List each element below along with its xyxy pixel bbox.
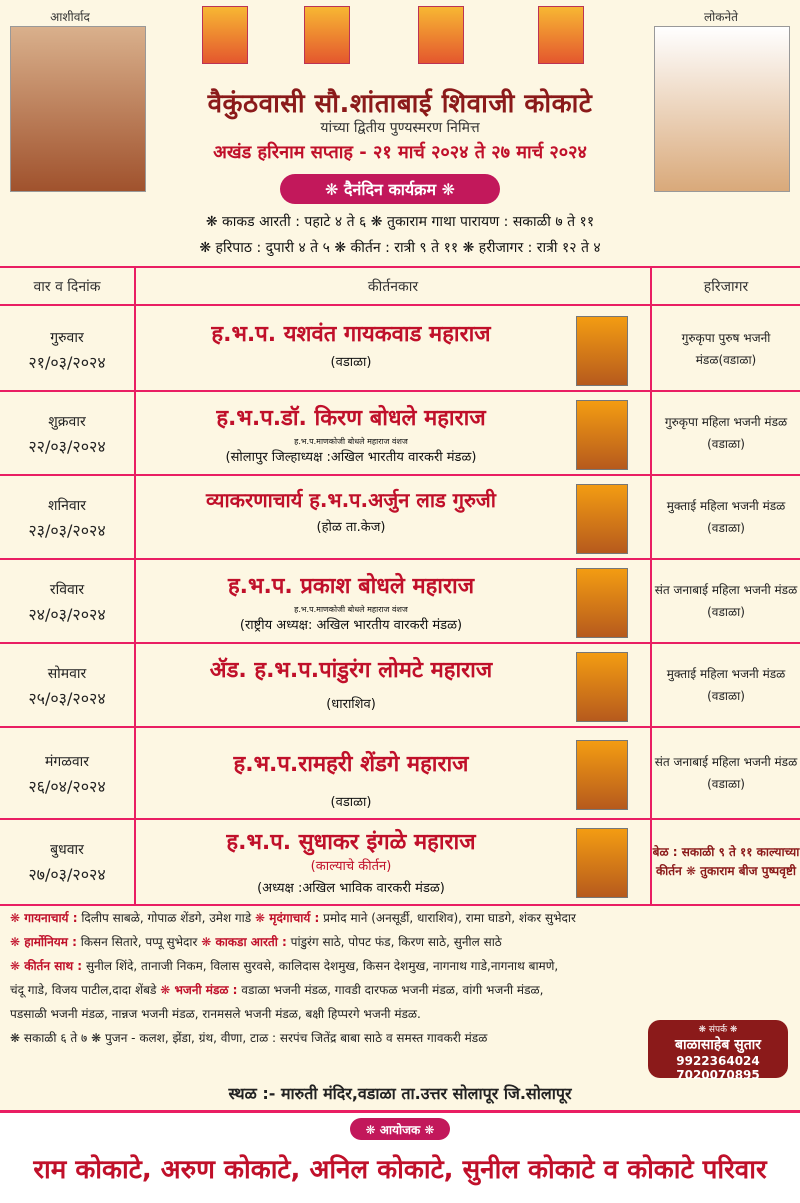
- row-day-cell: [0, 734, 134, 814]
- credits-line-3: [10, 954, 790, 978]
- memorial-subtitle: यांच्या द्वितीय पुण्यस्मरण निमित्त: [320, 120, 480, 136]
- kirtankar-name: ह.भ.प. सुधाकर इंगळे महाराज: [226, 830, 476, 855]
- kirtan-saath-label: ❋ कीर्तन साथ :: [10, 959, 83, 973]
- leader-photo: [654, 26, 790, 192]
- harijagar-cell: बेळ : सकाळी ९ ते ११ काल्याच्या कीर्तन ❋ तुकाराम बीज पुष्पवृष्टी: [652, 844, 800, 878]
- row-day: सोमवार: [47, 665, 87, 682]
- kirtankar-name: ह.भ.प. प्रकाश बोधले महाराज: [227, 574, 475, 599]
- harijagar-cell: संत जनाबाई महिला भजनी मंडळ (वडाळा): [654, 755, 798, 791]
- contact-phone-2[interactable]: 7020070895: [676, 1068, 760, 1082]
- kirtankar-place: (धाराशिव): [326, 697, 376, 712]
- kirtankar-name: ह.भ.प. यशवंत गायकवाड महाराज: [211, 322, 491, 347]
- credits-line-4: [10, 978, 790, 1002]
- kirtankar-name: ह.भ.प.डॉ. किरण बोधले महाराज: [216, 406, 486, 431]
- table-row: [0, 822, 800, 902]
- kirtankar-photo: [576, 484, 628, 554]
- mrudang-label: ❋ मृदंगाचार्य :: [255, 911, 320, 925]
- saptah-dates: अखंड हरिनाम सप्ताह - २१ मार्च २०२४ ते २७ मार्च २०२४: [213, 142, 587, 163]
- row-date: २७/०३/२०२४: [28, 864, 106, 884]
- row-divider: [0, 390, 800, 392]
- row-day: गुरुवार: [50, 329, 84, 346]
- row-date: २४/०३/२०२४: [28, 604, 106, 624]
- kirtankar-photo: [576, 740, 628, 810]
- row-kirtankar-cell: [136, 734, 566, 814]
- organiser-label: ❋ आयोजक ❋: [350, 1118, 450, 1140]
- header-day-date: वार व दिनांक: [33, 278, 101, 295]
- credits-line-2: [10, 930, 790, 954]
- kirtankar-post: (अध्यक्ष :अखिल भाविक वारकरी मंडळ): [257, 881, 445, 896]
- blessing-label: आशीर्वाद: [50, 10, 90, 24]
- kirtankar-photo: [576, 400, 628, 470]
- row-day-cell: [0, 478, 134, 558]
- kirtankar-place: (काल्याचे कीर्तन): [310, 859, 392, 874]
- kirtankar-place: (होळ ता.केज): [316, 520, 386, 535]
- pujan-line: ❋ सकाळी ६ ते ७ ❋ पुजन - कलश, झेंडा, ग्रंथ, वीणा, टाळ : सरपंच जितेंद्र बाबा साठे व समस्त गावकरी मंडळ: [10, 1031, 488, 1045]
- table-row: [0, 562, 800, 642]
- kirtan-saath-names-2: चंदू गाडे, विजय पाटील,दादा शेंबडे: [10, 983, 157, 997]
- row-divider: [0, 642, 800, 644]
- row-kirtankar-cell: [136, 478, 566, 558]
- kakada-label: ❋ काकडा आरती :: [201, 935, 287, 949]
- kirtankar-post: (सोलापुर जिल्हाध्यक्ष :अखिल भारतीय वारकरी मंडळ): [225, 450, 477, 465]
- harijagar-cell: मुक्ताई महिला भजनी मंडळ (वडाळा): [666, 667, 786, 703]
- row-kirtankar-cell: [136, 646, 566, 726]
- contact-label: ❋ संपर्क ❋: [698, 1025, 738, 1035]
- kirtankar-photo: [576, 652, 628, 722]
- credits-line-5: [10, 1002, 640, 1026]
- row-day-cell: [0, 646, 134, 726]
- row-kirtankar-cell: [136, 822, 566, 902]
- row-divider: [0, 558, 800, 560]
- row-day: रविवार: [49, 581, 85, 598]
- kirtankar-vansh: ह.भ.प.माणकोजी बोधले महाराज वंशज: [294, 437, 408, 446]
- gayan-label: ❋ गायनाचार्य :: [10, 911, 78, 925]
- harijagar-cell: गुरुकृपा महिला भजनी मंडळ (वडाळा): [664, 415, 788, 451]
- deity-image-4: [538, 6, 584, 64]
- kirtankar-place: (वडाळा): [330, 355, 372, 370]
- table-row: [0, 734, 800, 814]
- row-divider: [0, 726, 800, 728]
- kirtankar-photo: [576, 828, 628, 898]
- header-harijagar: हरिजागर: [703, 278, 749, 295]
- row-kirtankar-cell: [136, 310, 566, 390]
- contact-card: [648, 1020, 788, 1082]
- schedule-line-1: ❋ काकड आरती : पहाटे ४ ते ६ ❋ तुकाराम गाथा पारायण : सकाळी ७ ते ११: [205, 214, 595, 230]
- row-day: शनिवार: [47, 497, 87, 514]
- kirtankar-name: व्याकरणाचार्य ह.भ.प.अर्जुन लाड गुरुजी: [206, 488, 496, 512]
- kirtankar-post: (राष्ट्रीय अध्यक्ष: अखिल भारतीय वारकरी मंडळ): [239, 618, 463, 633]
- row-day-cell: [0, 822, 134, 902]
- schedule-line-2: ❋ हरिपाठ : दुपारी ४ ते ५ ❋ कीर्तन : रात्री ९ ते ११ ❋ हरीजागर : रात्री १२ ते ४: [199, 240, 601, 256]
- harijagar-cell: मुक्ताई महिला भजनी मंडळ (वडाळा): [666, 499, 786, 535]
- header-kirtankar: कीर्तनकार: [367, 278, 419, 295]
- row-date: २१/०३/२०२४: [28, 352, 106, 372]
- contact-name: बाळासाहेब सुतार: [674, 1037, 762, 1053]
- row-day-cell: [0, 394, 134, 474]
- header-bottom-border: [0, 304, 800, 306]
- row-kirtankar-cell: [136, 562, 566, 642]
- kirtan-saath-names: सुनील शिंदे, तानाजी निकम, विलास सुरवसे, कालिदास देशमुख, किसन देशमुख, नागनाथ गाडे,नागनाथ बामणे,: [85, 959, 559, 973]
- kirtankar-name: ह.भ.प.रामहरी शेंडगे महाराज: [233, 752, 469, 777]
- credits-line-1: [10, 906, 790, 930]
- bhajan-names: वडाळा भजनी मंडळ, गावडी दारफळ भजनी मंडळ, वांगी भजनी मंडळ,: [241, 983, 544, 997]
- row-date: २५/०३/२०२४: [28, 688, 106, 708]
- harijagar-cell: संत जनाबाई महिला भजनी मंडळ (वडाळा): [654, 583, 798, 619]
- credits-line-6: [10, 1026, 640, 1050]
- kirtankar-place: (वडाळा): [330, 795, 372, 810]
- bhajan-label: ❋ भजनी मंडळ :: [160, 983, 238, 997]
- deity-image-1: [202, 6, 248, 64]
- table-row: [0, 478, 800, 558]
- kirtankar-photo: [576, 568, 628, 638]
- table-row: [0, 394, 800, 474]
- row-day-cell: [0, 562, 134, 642]
- row-day: बुधवार: [50, 841, 84, 858]
- kirtankar-vansh: ह.भ.प.माणकोजी बोधले महाराज वंशज: [294, 605, 408, 614]
- organiser-family: राम कोकाटे, अरुण कोकाटे, अनिल कोकाटे, सुनील कोकाटे व कोकाटे परिवार: [33, 1155, 767, 1185]
- kirtankar-photo: [576, 316, 628, 386]
- leader-label: लोकनेते: [704, 10, 738, 24]
- kakada-names: पांडुरंग साठे, पोपट फंड, किरण साठे, सुनील साठे: [290, 935, 502, 949]
- row-day-cell: [0, 310, 134, 390]
- row-date: २२/०३/२०२४: [28, 436, 106, 456]
- late-shantabai-photo: [10, 26, 146, 192]
- kirtankar-name: ॲड. ह.भ.प.पांडुरंग लोमटे महाराज: [209, 658, 493, 683]
- harijagar-cell: गुरुकृपा पुरुष भजनी मंडळ(वडाळा): [681, 331, 771, 367]
- deity-image-2: [304, 6, 350, 64]
- row-date: २६/०४/२०२४: [28, 776, 106, 796]
- row-kirtankar-cell: [136, 394, 566, 474]
- table-row: [0, 646, 800, 726]
- harmonium-names: किसन सितारे, पप्पू सुभेदार: [80, 935, 198, 949]
- row-date: २३/०३/२०२४: [28, 520, 106, 540]
- contact-phone-1[interactable]: 9922364024: [676, 1054, 760, 1068]
- row-day: शुक्रवार: [48, 413, 86, 430]
- row-divider: [0, 474, 800, 476]
- deity-image-3: [418, 6, 464, 64]
- gayan-names: दिलीप साबळे, गोपाळ शेंडगे, उमेश गाडे: [81, 911, 252, 925]
- row-divider: [0, 818, 800, 820]
- table-row: [0, 310, 800, 390]
- venue-line: स्थळ :- मारुती मंदिर,वडाळा ता.उत्तर सोलापूर जि.सोलापूर: [228, 1084, 572, 1103]
- mrudang-names: प्रमोद माने (अनसूर्डी, धाराशिव), रामा घाडगे, शंकर सुभेदार: [323, 911, 576, 925]
- bhajan-names-2: पडसाळी भजनी मंडळ, नान्नज भजनी मंडळ, रानमसले भजनी मंडळ, बक्षी हिप्परगे भजनी मंडळ.: [10, 1007, 421, 1021]
- harmonium-label: ❋ हार्मोनियम :: [10, 935, 77, 949]
- daily-program-badge: ❋ दैनंदिन कार्यक्रम ❋: [280, 174, 500, 204]
- row-day: मंगळवार: [44, 753, 90, 770]
- memorial-title: वैकुंठवासी सौ.शांताबाई शिवाजी कोकाटे: [207, 89, 593, 119]
